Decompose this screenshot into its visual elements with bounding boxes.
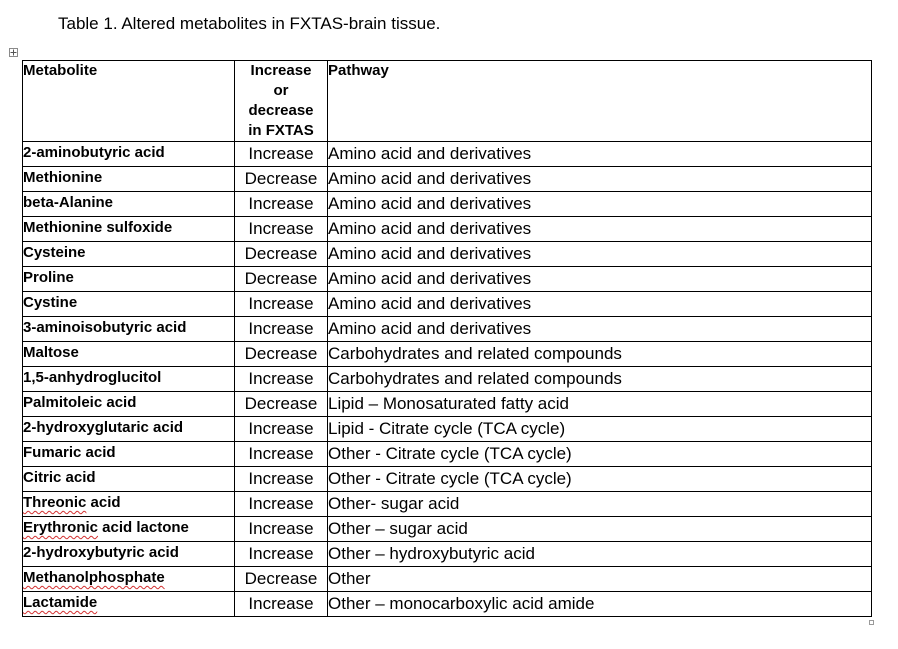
- header-metabolite: Metabolite: [23, 61, 235, 142]
- change-cell: Decrease: [235, 342, 328, 367]
- metabolite-cell: Cystine: [23, 292, 235, 317]
- table-row: [23, 392, 872, 417]
- metabolite-cell: 2-hydroxybutyric acid: [23, 542, 235, 567]
- change-cell: Increase: [235, 467, 328, 492]
- header-change-line: decrease: [248, 102, 314, 119]
- header-change: [235, 61, 328, 142]
- table-caption: Table 1. Altered metabolites in FXTAS-brain tissue.: [58, 14, 441, 33]
- change-cell: Increase: [235, 592, 328, 617]
- change-cell: Increase: [235, 292, 328, 317]
- change-cell: Decrease: [235, 567, 328, 592]
- pathway-cell: Other - Citrate cycle (TCA cycle): [328, 467, 872, 492]
- pathway-cell: Amino acid and derivatives: [328, 217, 872, 242]
- header-change-line: Increase: [250, 62, 312, 79]
- change-cell: Increase: [235, 417, 328, 442]
- metabolite-cell: [23, 592, 235, 617]
- header-pathway: Pathway: [328, 61, 872, 142]
- metabolite-name-rest: acid lactone: [98, 519, 189, 536]
- spellcheck-flagged-word: Lactamide: [23, 594, 98, 611]
- metabolite-cell: Proline: [23, 267, 235, 292]
- table-row: [23, 417, 872, 442]
- table-row: [23, 292, 872, 317]
- metabolite-cell: 2-aminobutyric acid: [23, 142, 235, 167]
- table-resize-handle-icon[interactable]: [869, 620, 874, 625]
- change-cell: Decrease: [235, 167, 328, 192]
- change-cell: Decrease: [235, 267, 328, 292]
- metabolite-name-rest: acid: [86, 494, 121, 511]
- pathway-cell: Amino acid and derivatives: [328, 317, 872, 342]
- metabolite-cell: [23, 567, 235, 592]
- metabolite-cell: 1,5-anhydroglucitol: [23, 367, 235, 392]
- metabolite-cell: beta-Alanine: [23, 192, 235, 217]
- change-cell: Increase: [235, 217, 328, 242]
- metabolite-cell: Citric acid: [23, 467, 235, 492]
- table-move-handle-icon[interactable]: [9, 48, 18, 57]
- change-cell: Increase: [235, 142, 328, 167]
- metabolite-cell: Cysteine: [23, 242, 235, 267]
- table-row: [23, 492, 872, 517]
- spellcheck-flagged-word: Threonic: [23, 494, 87, 511]
- metabolite-cell: [23, 492, 235, 517]
- pathway-cell: Lipid – Monosaturated fatty acid: [328, 392, 872, 417]
- change-cell: Increase: [235, 367, 328, 392]
- pathway-cell: Other- sugar acid: [328, 492, 872, 517]
- table-row: [23, 167, 872, 192]
- pathway-cell: Other – sugar acid: [328, 517, 872, 542]
- change-cell: Increase: [235, 517, 328, 542]
- pathway-cell: Carbohydrates and related compounds: [328, 367, 872, 392]
- pathway-cell: Other: [328, 567, 872, 592]
- metabolite-cell: 3-aminoisobutyric acid: [23, 317, 235, 342]
- pathway-cell: Other - Citrate cycle (TCA cycle): [328, 442, 872, 467]
- pathway-cell: Amino acid and derivatives: [328, 267, 872, 292]
- table-row: [23, 467, 872, 492]
- change-cell: Increase: [235, 317, 328, 342]
- change-cell: Increase: [235, 542, 328, 567]
- table-row: [23, 267, 872, 292]
- table-header-row: [23, 61, 872, 142]
- change-cell: Increase: [235, 192, 328, 217]
- table-row: [23, 442, 872, 467]
- change-cell: Decrease: [235, 392, 328, 417]
- table-row: [23, 192, 872, 217]
- table-row: [23, 592, 872, 617]
- pathway-cell: Carbohydrates and related compounds: [328, 342, 872, 367]
- metabolites-table: [22, 60, 872, 617]
- table-row: [23, 317, 872, 342]
- table-body: [23, 142, 872, 617]
- metabolite-cell: Methionine sulfoxide: [23, 217, 235, 242]
- metabolite-cell: Fumaric acid: [23, 442, 235, 467]
- table-row: [23, 242, 872, 267]
- pathway-cell: Amino acid and derivatives: [328, 242, 872, 267]
- change-cell: Decrease: [235, 242, 328, 267]
- change-cell: Increase: [235, 442, 328, 467]
- spellcheck-flagged-word: Methanolphosphate: [23, 569, 165, 586]
- spellcheck-flagged-word: Erythronic: [23, 519, 99, 536]
- table-row: [23, 342, 872, 367]
- table-row: [23, 567, 872, 592]
- pathway-cell: Other – hydroxybutyric acid: [328, 542, 872, 567]
- table-row: [23, 542, 872, 567]
- table-row: [23, 217, 872, 242]
- pathway-cell: Amino acid and derivatives: [328, 192, 872, 217]
- metabolite-cell: Palmitoleic acid: [23, 392, 235, 417]
- metabolite-cell: Methionine: [23, 167, 235, 192]
- metabolite-cell: [23, 517, 235, 542]
- pathway-cell: Other – monocarboxylic acid amide: [328, 592, 872, 617]
- metabolite-cell: 2-hydroxyglutaric acid: [23, 417, 235, 442]
- metabolite-cell: Maltose: [23, 342, 235, 367]
- pathway-cell: Amino acid and derivatives: [328, 167, 872, 192]
- table-row: [23, 142, 872, 167]
- table-row: [23, 517, 872, 542]
- header-change-line: or: [273, 82, 289, 99]
- pathway-cell: Lipid - Citrate cycle (TCA cycle): [328, 417, 872, 442]
- pathway-cell: Amino acid and derivatives: [328, 292, 872, 317]
- pathway-cell: Amino acid and derivatives: [328, 142, 872, 167]
- change-cell: Increase: [235, 492, 328, 517]
- header-change-line: in FXTAS: [248, 122, 314, 139]
- table-row: [23, 367, 872, 392]
